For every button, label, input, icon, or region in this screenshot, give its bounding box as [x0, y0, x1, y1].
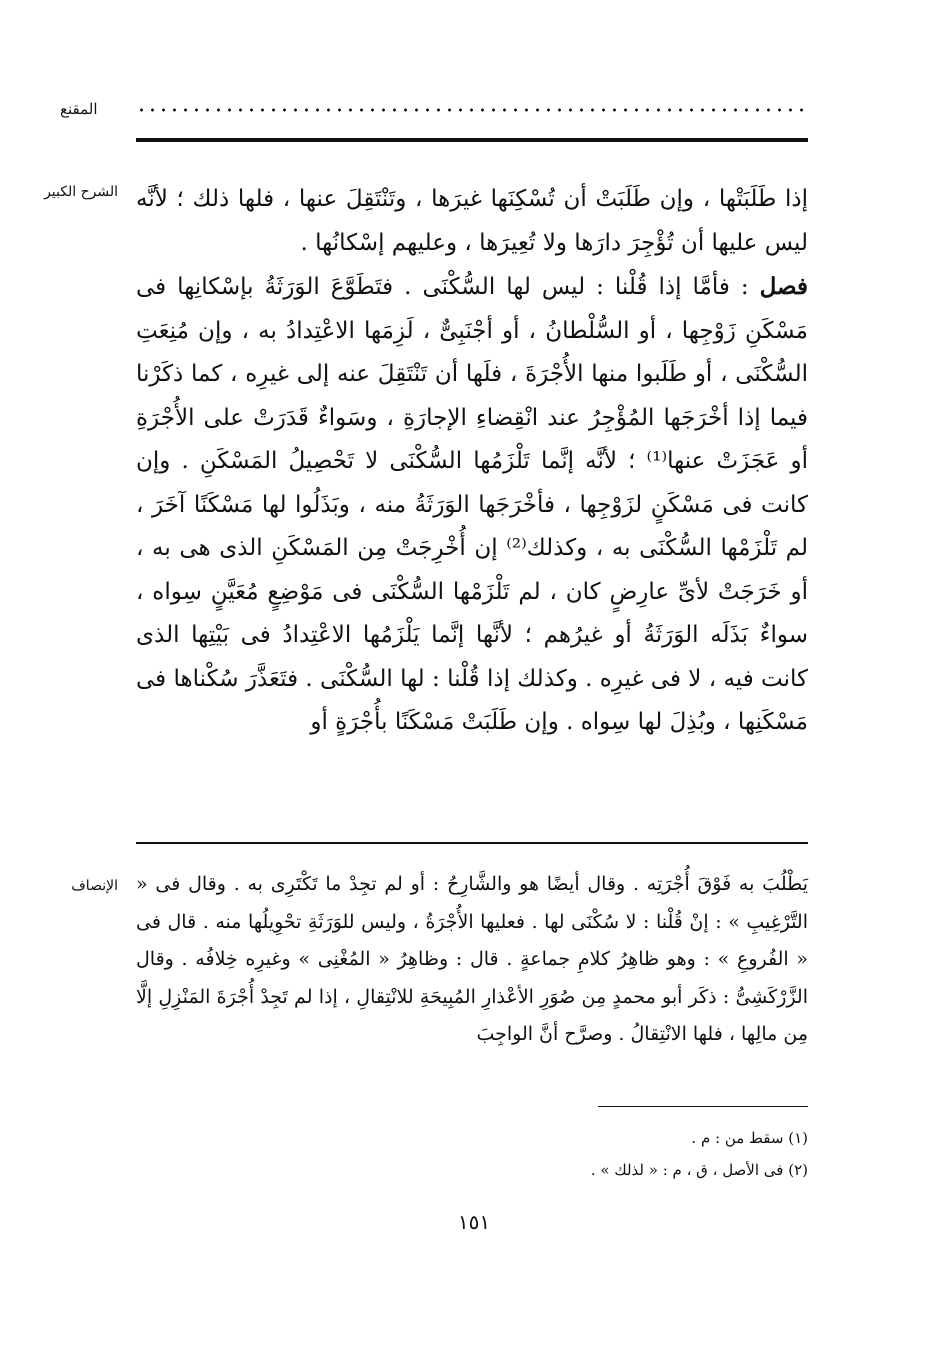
main-paragraph-2-body: : فأمَّا إذا قُلْنا : ليس لها السُّكْنَى . فتَطَوَّعَ الوَرَثَةُ بإسْكانِها فى مَسْكَنِ زَوْجِها ، أو السُّلْطانُ ، أو أجْنَبِىٌّ ، لَزِمَها الاعْتِدادُ به ، وإن مُنِعَتِ السُّكْنَى ، أو طَلَبوا منها الأُجْرَةَ ، فلَها أن تَنْتَقِلَ عنه إلى غيرِه ، كما ذكَرْنا فيما إذا أخْرَجَها المُؤْجِرُ عند انْقِضاءِ الإجارَةِ ، وسَواءٌ قَدَرَتْ على الأُجْرَةِ أو عَجَزَتْ عنها⁽¹⁾ ؛ لأنَّه إنَّما تَلْزَمُها السُّكْنَى لا تَحْصِيلُ المَسْكَنِ . وإن كانت فى مَسْكَنٍ لزَوْجِها ، فأخْرَجَها الوَرَثَةُ منه ، وبَذَلُوا لها مَسْكَنًا آخَرَ ، لم تَلْزَمْها السُّكْنَى به ، وكذلك⁽²⁾ إن أُخْرِجَتْ مِن المَسْكَنِ الذى هى به ، أو خَرَجَتْ لأىِّ عارِضٍ كان ، لم تَلْزَمْها السُّكْنَى فى مَوْضِعٍ مُعَيَّنٍ سِواه ، سواءٌ بَذَلَه الوَرَثَةُ أو غيرُهم ؛ لأنَّها إنَّما يَلْزَمُها الاعْتِدادُ فى بَيْتِها الذى كانت فيه ، لا فى غيرِه . وكذلك إذا قُلْنا : لها السُّكْنَى . فتَعَذَّرَ سُكْناها فى مَسْكَنِها ، وبُذِلَ لها سِواه . وإن طَلَبَتْ مَسْكَنًا بأُجْرَةٍ أو: [136, 274, 808, 735]
header-rule: [136, 138, 808, 142]
header-book-title: المقنع: [60, 100, 98, 118]
insaf-paragraph-1: يَطْلُبَ به فَوْقَ أُجْرَتِه . وقال أيضًا هو والشَّارِحُ : أو لم تجِدْ ما تَكْتَرِى به . وقال فى « التَّرْغِيبِ » : إنْ قُلْنا : لا سُكْنَى لها . فعليها الأُجْرَةُ ، وليس للوَرَثَةِ تحْوِيلُها منه . قال فى « الفُروعِ » : وهو ظاهِرُ كلامِ جماعةٍ . قال : وظاهِرُ « المُغْنِى » وغيرِه خِلافُه . وقال الزَّرْكَشِىُّ : ذكَر أبو محمدٍ مِن صُوَرِ الأعْذارِ المُبِيحَةِ للانْتِقالِ ، إذا لم تَجِدْ أُجْرَةَ المَنْزِلِ إلَّا مِن مالِها ، فلها الانْتِقالُ . وصرَّح أنَّ الواجِبَ: [136, 873, 808, 1045]
margin-label-insaf: الإنصاف: [71, 878, 118, 894]
insaf-text-block: [136, 866, 808, 1054]
main-paragraph-1: إذا طَلَبَتْها ، وإن طَلَبَتْ أن تُسْكِنَها غيرَها ، وتَنْتَقِلَ عنها ، فلها ذلك ؛ لأنَّه ليس عليها أن تُؤْجِرَ دارَها ولا تُعِيرَها ، وعليهم إسْكانُها .: [136, 186, 808, 256]
footnotes: [436, 1122, 808, 1186]
footnote-2: (٢) فى الأصل ، ق ، م : « لذلك » .: [590, 1161, 808, 1179]
header-dotted-line: [136, 104, 808, 116]
page-number: ١٥١: [457, 1210, 491, 1234]
fasl-heading: فصل: [759, 273, 808, 300]
footnote-1: (١) سقط من : م .: [691, 1129, 808, 1147]
main-paragraph-2: [136, 265, 808, 745]
section-divider: [136, 842, 808, 844]
footnote-rule: [598, 1106, 808, 1107]
margin-label-sharh: الشرح الكبير: [44, 184, 118, 200]
main-text-block: [136, 178, 808, 745]
